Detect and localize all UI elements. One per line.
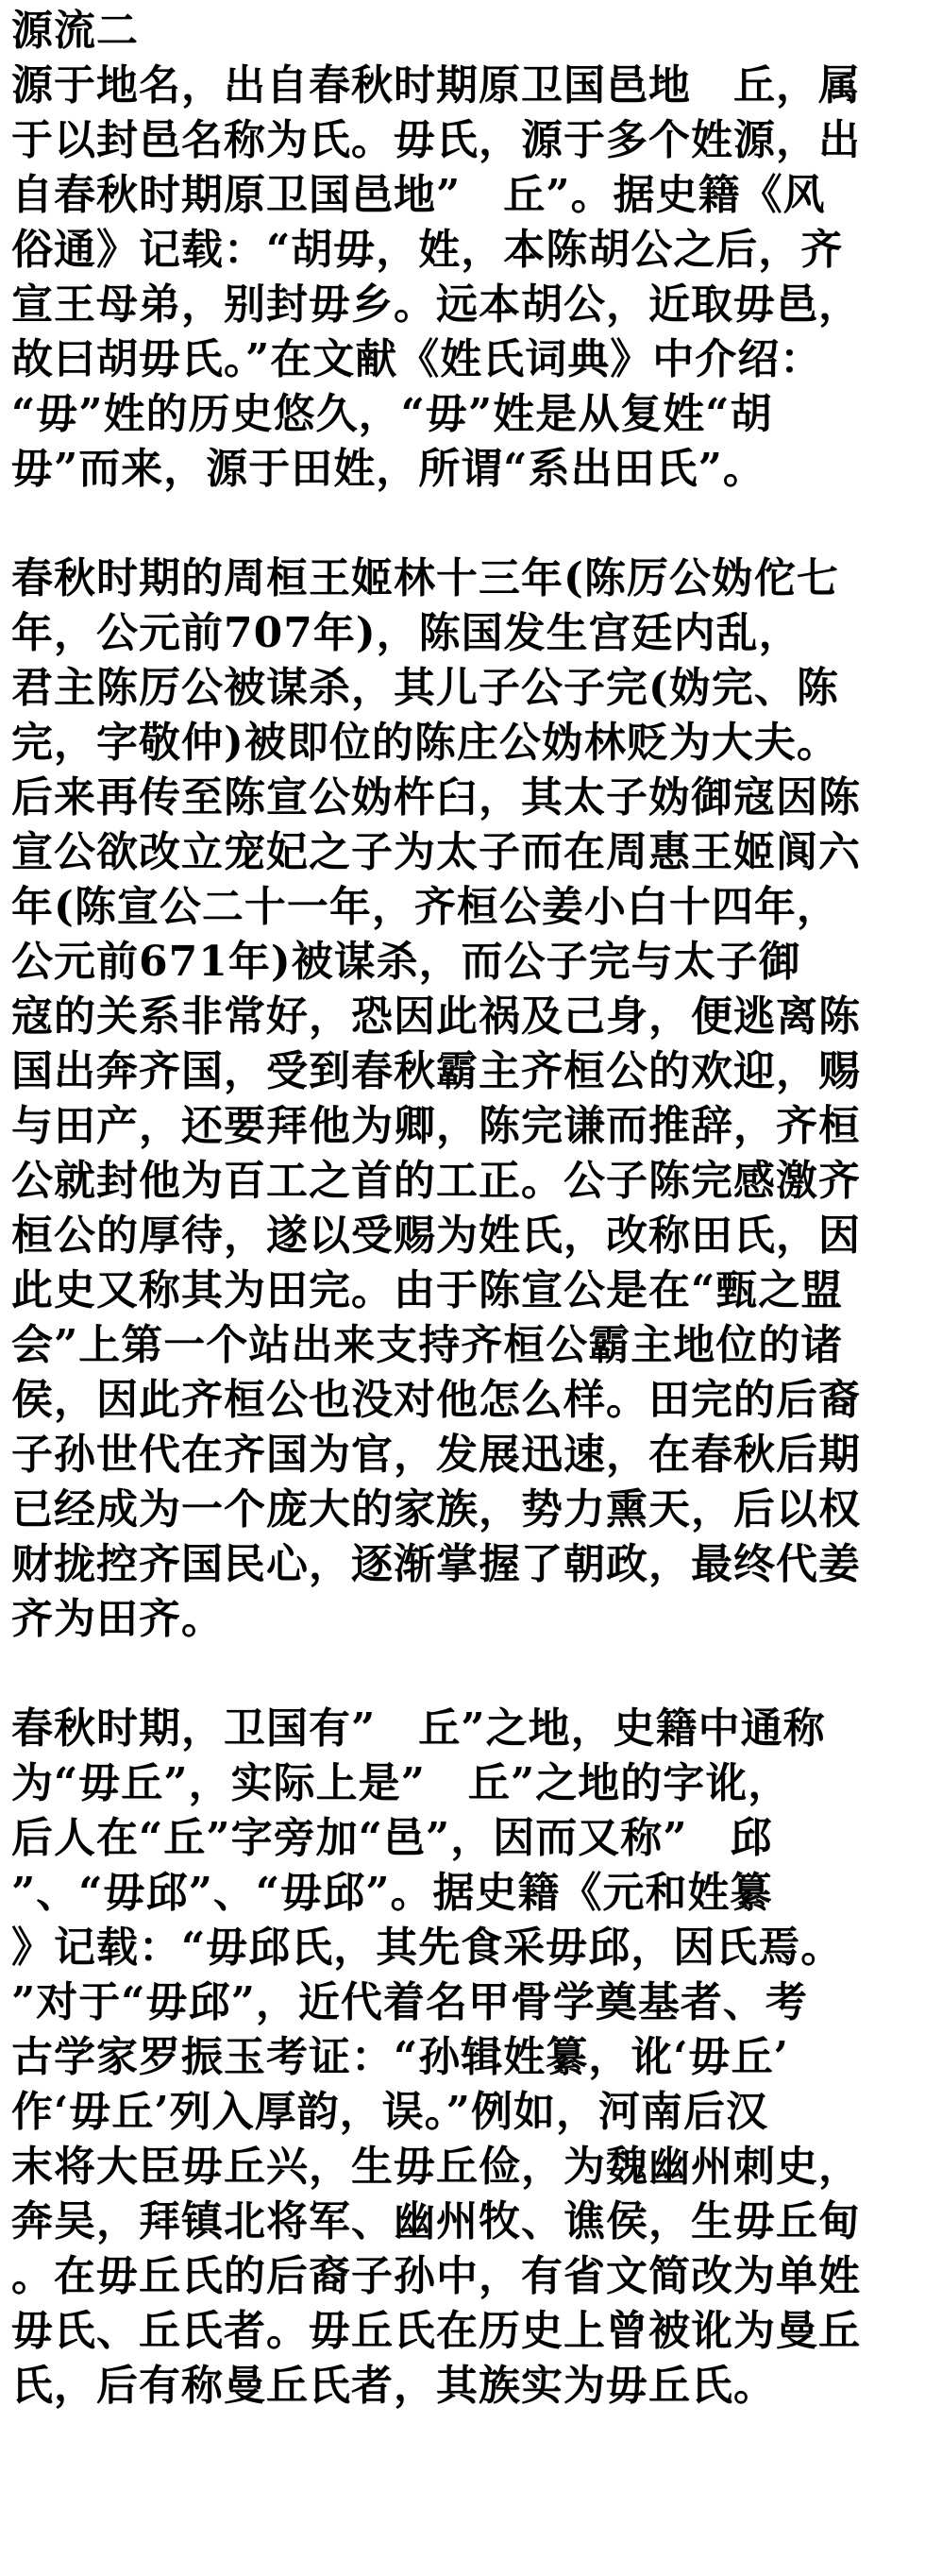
paragraph-2 xyxy=(11,551,917,1647)
text-line: 国出奔齐国，受到春秋霸主齐桓公的欢迎，赐 xyxy=(11,1047,861,1095)
text-line: 财拢控齐国民心，逐渐掌握了朝政，最终代姜 xyxy=(11,1540,861,1588)
text-line: 春秋时期的周桓王姬林十三年(陈厉公妫佗七 xyxy=(11,554,839,602)
paragraph-spacer xyxy=(11,1647,917,1702)
text-line: 源于地名，出自春秋时期原卫国邑地 丘，属 xyxy=(11,61,861,110)
text-line: 与田产，还要拜他为卿，陈完谦而推辞，齐桓 xyxy=(11,1102,861,1150)
text-line: 。在毋丘氏的后裔子孙中，有省文简改为单姓 xyxy=(11,2252,861,2300)
text-line: 年(陈宣公二十一年，齐桓公姜小白十四年， xyxy=(11,883,839,931)
text-line: 此史又称其为田完。由于陈宣公是在“甄之盟 xyxy=(11,1266,844,1314)
section-heading: 源流二 xyxy=(11,7,139,55)
text-line: 寇的关系非常好，恐因此祸及己身，便逃离陈 xyxy=(11,992,861,1041)
text-line: 故曰胡毋氏。”在文献《姓氏词典》中介绍： xyxy=(11,335,823,383)
text-line: 自春秋时期原卫国邑地” 丘”。据史籍《风 xyxy=(11,171,826,219)
text-line: 齐为田齐。 xyxy=(11,1595,224,1643)
text-line: 毋氏、丘氏者。毋丘氏在历史上曾被讹为曼丘 xyxy=(11,2307,861,2355)
text-line: “毋”姓的历史悠久，“毋”姓是从复姓“胡 xyxy=(11,390,773,438)
text-line: 桓公的厚待，遂以受赐为姓氏，改称田氏，因 xyxy=(11,1212,861,1260)
text-line: 为“毋丘”，实际上是” 丘”之地的字讹， xyxy=(11,1759,791,1807)
text-line: ”、“毋邱”、“毋邱”。据史籍《元和姓纂 xyxy=(11,1869,773,1917)
text-line: 奔吴，拜镇北将军、幽州牧、谯侯，生毋丘甸 xyxy=(11,2197,861,2246)
text-line: 子孙世代在齐国为官，发展迅速，在春秋后期 xyxy=(11,1431,861,1479)
text-line: 公元前671年)被谋杀，而公子完与太子御 xyxy=(11,938,801,986)
text-line: ”对于“毋邱”，近代着名甲骨学奠基者、考 xyxy=(11,1978,808,2026)
text-line: 氏，后有称曼丘氏者，其族实为毋丘氏。 xyxy=(11,2362,776,2410)
text-line: 作‘毋丘’列入厚韵，误。”例如，河南后汉 xyxy=(11,2088,768,2136)
text-line: 已经成为一个庞大的家族，势力熏天，后以权 xyxy=(11,1485,861,1534)
text-line: 春秋时期，卫国有” 丘”之地，史籍中通称 xyxy=(11,1704,826,1753)
text-line: 宣王母弟，别封毋乡。远本胡公，近取毋邑， xyxy=(11,280,861,329)
text-line: 毋”而来，源于田姓，所谓“系出田氏”。 xyxy=(11,445,765,493)
text-line: 年，公元前707年)，陈国发生宫廷内乱， xyxy=(11,609,801,657)
paragraph-spacer xyxy=(11,497,917,551)
text-line: 后人在“丘”字旁加“邑”，因而又称” 邱 xyxy=(11,1814,773,1862)
text-line: 侯，因此齐桓公也没对他怎么样。田完的后裔 xyxy=(11,1376,861,1424)
text-line: 后来再传至陈宣公妫杵臼，其太子妫御寇因陈 xyxy=(11,773,861,822)
text-line: 会”上第一个站出来支持齐桓公霸主地位的诸 xyxy=(11,1321,844,1369)
text-line: 于以封邑名称为氏。毋氏，源于多个姓源，出 xyxy=(11,116,861,164)
text-line: 完，字敬仲)被即位的陈庄公妫林贬为大夫。 xyxy=(11,719,839,767)
text-line: 公就封他为百工之首的工正。公子陈完感激齐 xyxy=(11,1157,861,1205)
text-line: 》记载：“毋邱氏，其先食采毋邱，因氏焉。 xyxy=(11,1924,844,1972)
text-line: 宣公欲改立宠妃之子为太子而在周惠王姬阆六 xyxy=(11,828,861,876)
text-line: 古学家罗振玉考证：“孙辑姓纂，讹‘毋丘’ xyxy=(11,2033,789,2081)
text-line: 俗通》记载：“胡毋，姓，本陈胡公之后，齐 xyxy=(11,226,844,274)
text-line: 君主陈厉公被谋杀，其儿子公子完(妫完、陈 xyxy=(11,664,839,712)
text-line: 末将大臣毋丘兴，生毋丘俭，为魏幽州刺史， xyxy=(11,2143,861,2191)
paragraph-1 xyxy=(11,59,917,497)
paragraph-3 xyxy=(11,1702,917,2414)
